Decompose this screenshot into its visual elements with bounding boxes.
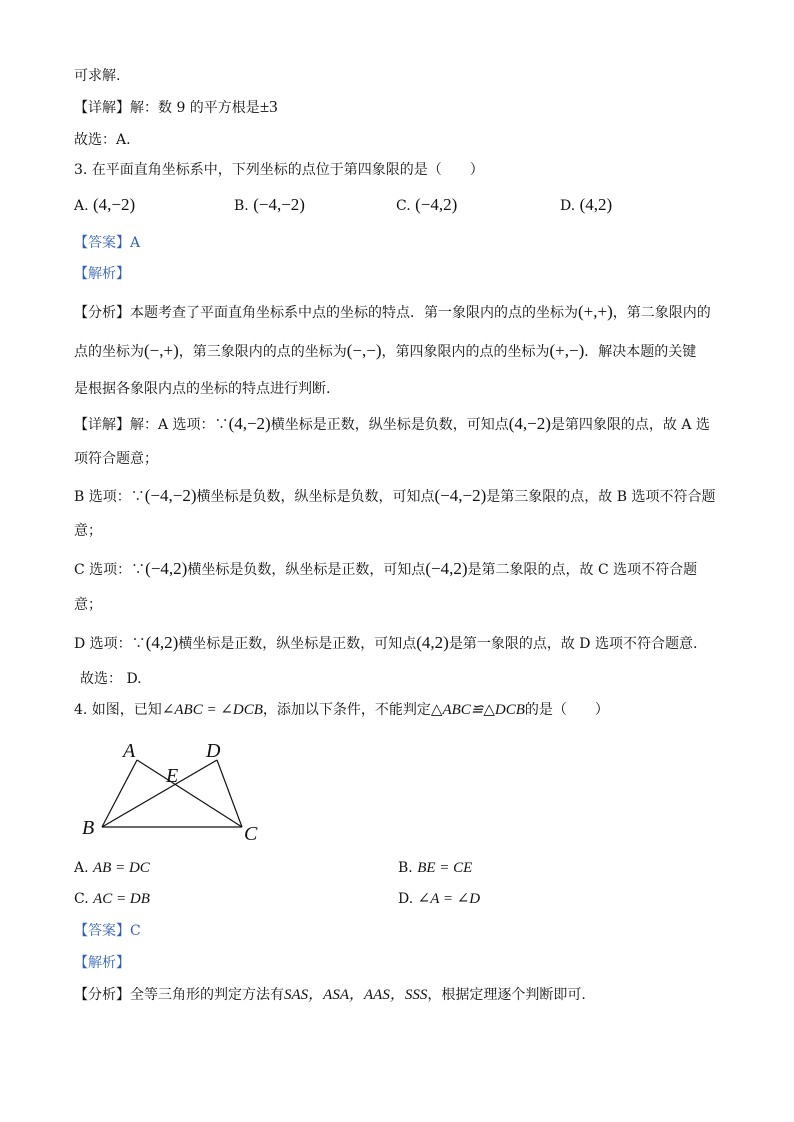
text-line: 故选：A. [74,132,131,148]
q4-option-d [398,889,480,909]
text-line: 意； [74,597,102,613]
option-value: BE = CE [417,860,473,876]
text-line: 项符合题意； [74,451,158,467]
analysis-text: 【分析】本题考查了平面直角坐标系中点的坐标的特点．第一象限内的点的坐标为 [74,305,578,321]
text-line [74,302,711,323]
stem-text: ，添加以下条件，不能判定 [262,702,431,718]
analysis-tag: 【解析】 [74,955,130,971]
label-d: D [206,740,221,762]
detail-text: 【详解】解：数 9 的平方根是 [74,100,260,116]
q4-option-b [398,858,472,878]
label-b: B [82,817,95,839]
text-line [74,985,586,1005]
math-value: ∠ABC = ∠DCB [161,702,263,718]
question-4-stem [74,700,609,720]
option-label: D. [398,891,414,907]
label-e: E [166,765,179,787]
segment-ac [137,760,242,827]
option-label: C. [74,891,89,907]
text-line [74,414,710,435]
option-label: C. [396,198,411,214]
option-value: ∠A = ∠D [417,891,481,907]
option-value: (4,−2) [93,195,136,214]
math-value: SAS，ASA，AAS，SSS [284,987,428,1003]
geometry-figure [80,740,270,846]
option-label: A. [74,860,89,876]
text-line: 故选： D. [80,671,142,687]
stem-text: 的是（ ） [524,702,609,718]
text-line [74,559,697,580]
detail-text: B 选项：∵ [74,489,145,505]
q3-option-b [234,195,305,216]
q4-option-a [74,858,150,878]
math-value: (−4,−2) [434,486,487,505]
math-value: (4,2) [145,633,179,652]
math-value: △ABC≌△DCB [430,702,525,718]
answer-tag: 【答案】C [74,923,141,939]
math-value: (4,2) [416,633,449,652]
q3-option-c [396,195,457,216]
segment-dc [217,760,242,827]
math-value: (4,−2) [228,414,271,433]
detail-text: 是第一象限的点，故 D 选项不符合题意. [448,636,698,652]
option-label: B. [398,860,413,876]
detail-text: 是第二象限的点，故 C 选项不符合题 [467,562,698,578]
detail-text: 横坐标是负数，纵坐标是正数，可知点 [187,562,426,578]
answer-tag: 【答案】A [74,235,141,251]
question-3-stem: 3. 在平面直角坐标系中，下列坐标的点位于第四象限的是（ ） [74,162,484,178]
math-value: (4,−2) [508,414,551,433]
math-value: (+,−) [549,341,585,360]
option-value: (−4,−2) [253,195,305,214]
detail-text: C 选项：∵ [74,562,146,578]
text-line [74,633,697,654]
math-value: (−,+) [144,341,179,360]
analysis-tag: 【解析】 [74,266,130,282]
detail-text: 横坐标是正数，纵坐标是正数，可知点 [178,636,417,652]
analysis-text: ，第二象限内的 [612,305,711,321]
text-line [74,486,715,507]
option-value: (−4,2) [415,195,458,214]
analysis-text: ，第四象限内的点的坐标为 [381,344,550,360]
analysis-text: 点的坐标为 [74,344,144,360]
detail-text: 横坐标是正数，纵坐标是负数，可知点 [270,417,509,433]
option-value: AB = DC [93,860,150,876]
option-label: B. [234,198,249,214]
detail-text: D 选项：∵ [74,636,146,652]
option-value: AC = DB [93,891,150,907]
text-line [74,341,696,362]
detail-text: 是第三象限的点，故 B 选项不符合题 [486,489,716,505]
option-label: A. [74,198,89,214]
option-value: (4,2) [579,195,613,214]
analysis-text: ．解决本题的关键 [584,344,697,360]
detail-text: 横坐标是负数，纵坐标是负数，可知点 [196,489,435,505]
text-line: 意； [74,523,102,539]
analysis-text: 【分析】全等三角形的判定方法有 [74,987,284,1003]
math-value: ±3 [259,97,278,116]
option-label: D. [560,198,576,214]
analysis-text: ，第三象限内的点的坐标为 [178,344,347,360]
detail-text: 【详解】解：A 选项：∵ [74,417,229,433]
label-a: A [123,740,136,762]
text-line [74,97,278,118]
math-value: (−4,2) [425,559,468,578]
math-value: (−4,−2) [144,486,197,505]
math-value: (+,+) [578,302,613,321]
label-c: C [244,823,258,845]
q4-option-c [74,889,150,909]
q3-option-a [74,195,135,216]
math-value: (−4,2) [145,559,188,578]
math-value: (−,−) [346,341,382,360]
analysis-text: ，根据定理逐个判断即可. [427,987,586,1003]
q3-option-d [560,195,612,216]
text-line: 是根据各象限内点的坐标的特点进行判断. [74,381,331,397]
detail-text: 是第四象限的点，故 A 选 [550,417,710,433]
stem-text: 4. 如图，已知 [74,702,162,718]
text-line: 可求解. [74,68,121,84]
